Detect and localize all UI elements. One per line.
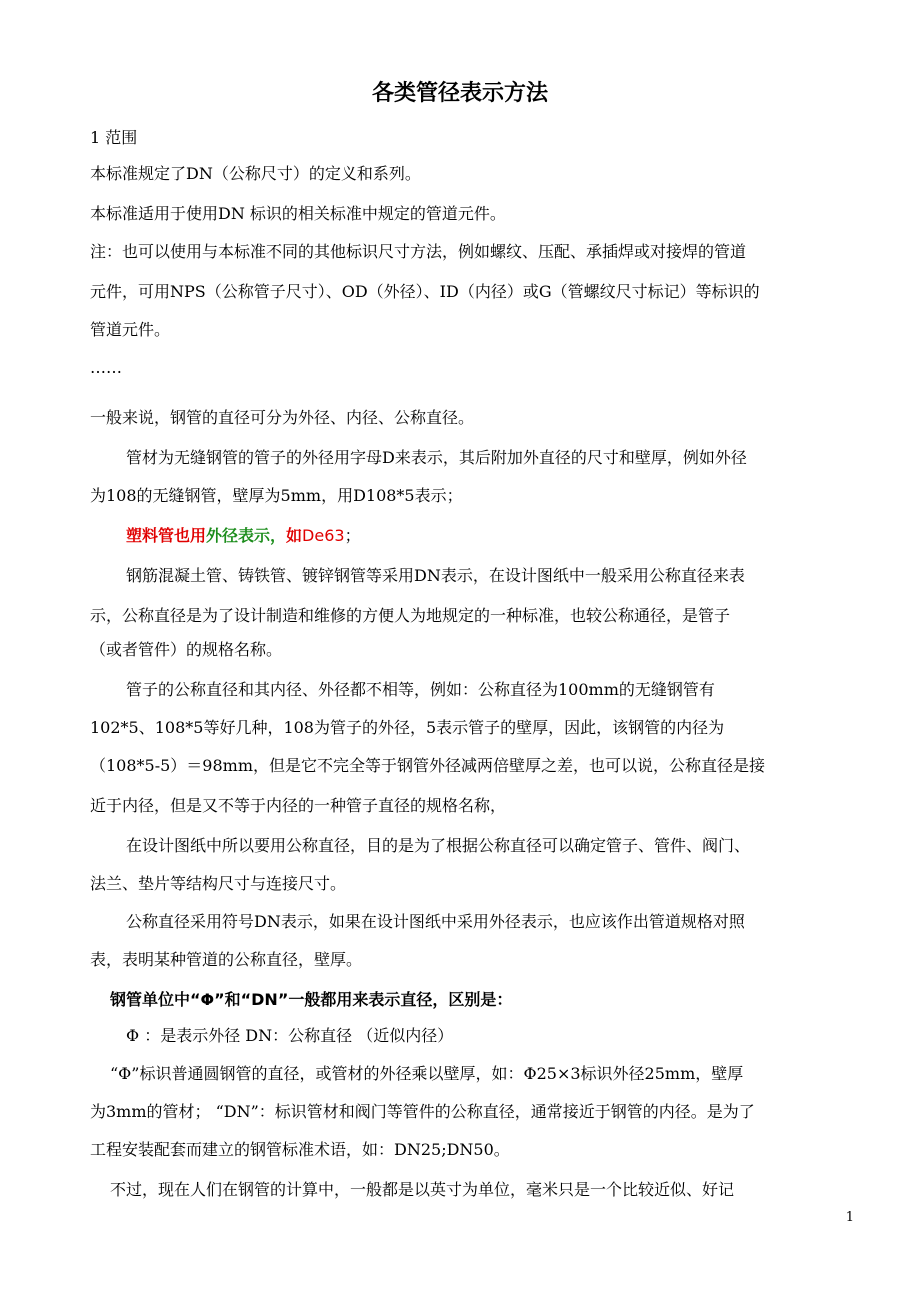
page-title: 各类管径表示方法 — [371, 81, 548, 106]
paragraph-line: 注：也可以使用与本标准不同的其他标识尺寸方法，例如螺纹、压配、承插焊或对接焊的管道 — [90, 242, 747, 261]
paragraph-line: 管道元件。 — [90, 320, 171, 339]
paragraph-line: 钢筋混凝土管、铸铁管、镀锌钢管等采用DN表示，在设计图纸中一般采用公称直径来表 — [126, 566, 745, 585]
paragraph-line: 元件，可用NPS（公称管子尺寸）、OD（外径）、ID（内径）或G（管螺纹尺寸标记）等标识的 — [90, 282, 760, 301]
paragraph-line: “Φ”标识普通圆钢管的直径，或管材的外径乘以壁厚，如：Φ25×3标识外径25mm，壁厚 — [110, 1064, 744, 1083]
highlight-punct: ； — [344, 526, 361, 545]
paragraph-line: 工程安装配套而建立的钢管标准术语，如：DN25;DN50。 — [90, 1140, 510, 1159]
paragraph-line: Φ ：是表示外径 DN：公称直径 （近似内径） — [126, 1026, 454, 1045]
ellipsis: …… — [90, 358, 122, 377]
highlight-line — [126, 526, 361, 546]
paragraph-line: 102*5、108*5等好几种，108为管子的外径，5表示管子的壁厚，因此，该钢管的内径为 — [90, 718, 725, 737]
paragraph-line: 本标准适用于使用DN 标识的相关标准中规定的管道元件。 — [90, 204, 506, 223]
highlight-red-text: De63 — [302, 526, 345, 545]
section-heading: 1 范围 — [90, 128, 138, 147]
paragraph-line: 为3mm的管材； “DN”：标识管材和阀门等管件的公称直径，通常接近于钢管的内径。是为了 — [90, 1102, 755, 1121]
highlight-green-text: 外径表示， — [206, 526, 287, 545]
paragraph-line: 表，表明某种管道的公称直径，壁厚。 — [90, 950, 363, 969]
paragraph-line: 一般来说，钢管的直径可分为外径、内径、公称直径。 — [90, 408, 475, 427]
highlight-red-text: 塑料管也用 — [126, 526, 207, 545]
paragraph-line: 管材为无缝钢管的管子的外径用字母D来表示，其后附加外直径的尺寸和壁厚，例如外径 — [126, 448, 747, 467]
paragraph-line: 不过，现在人们在钢管的计算中，一般都是以英寸为单位，毫米只是一个比较近似、好记 — [110, 1180, 735, 1199]
paragraph-line: 为108的无缝钢管，壁厚为5mm，用D108*5表示； — [90, 486, 463, 505]
paragraph-line: 法兰、垫片等结构尺寸与连接尺寸。 — [90, 874, 347, 893]
paragraph-line: 在设计图纸中所以要用公称直径，目的是为了根据公称直径可以确定管子、管件、阀门、 — [126, 836, 751, 855]
paragraph-line: 本标准规定了DN（公称尺寸）的定义和系列。 — [90, 164, 421, 183]
bold-heading: 钢管单位中“Φ”和“DN”一般都用来表示直径，区别是： — [110, 990, 513, 1009]
paragraph-line: （或者管件）的规格名称。 — [90, 640, 283, 659]
paragraph-line: 管子的公称直径和其内径、外径都不相等，例如：公称直径为100mm的无缝钢管有 — [126, 680, 715, 699]
paragraph-line: 公称直径采用符号DN表示，如果在设计图纸中采用外径表示，也应该作出管道规格对照 — [126, 912, 745, 931]
paragraph-line: （108*5-5）＝98mm，但是它不完全等于钢管外径减两倍壁厚之差，也可以说，公称直径是接 — [90, 756, 766, 775]
paragraph-line: 示，公称直径是为了设计制造和维修的方便人为地规定的一种标准，也较公称通径，是管子 — [90, 606, 731, 625]
page-number: 1 — [845, 1210, 854, 1225]
paragraph-line: 近于内径，但是又不等于内径的一种管子直径的规格名称， — [90, 796, 507, 815]
highlight-red-text: 如 — [286, 526, 303, 545]
